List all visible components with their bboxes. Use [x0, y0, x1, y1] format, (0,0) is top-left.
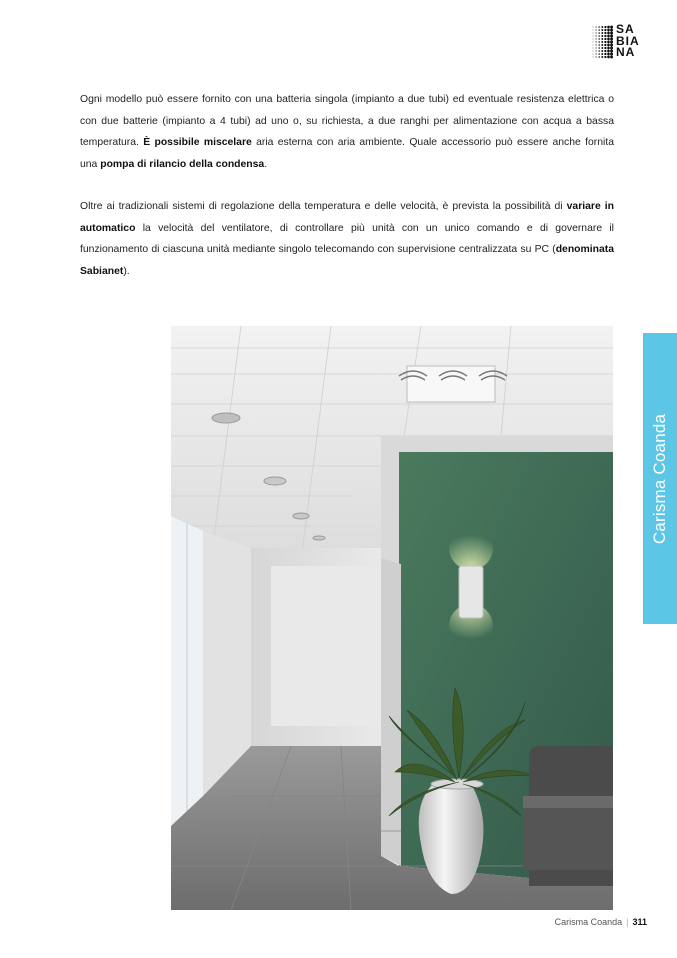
page-number: 311 — [632, 917, 647, 927]
p1-segment-text-2: aria esterna con aria ambiente. Quale accessorio può essere anche fornita una — [80, 137, 615, 170]
side-tab-label: Carisma Coanda — [650, 413, 669, 544]
footer-section-name: Carisma Coanda — [554, 917, 623, 927]
interior-photo — [171, 326, 613, 910]
logo-line-3: NA — [616, 45, 636, 59]
logo-line-1: SA — [616, 22, 635, 36]
p2-segment-bold-3: denominata Sabianet — [80, 244, 614, 277]
section-side-tab — [643, 333, 677, 624]
paragraph-batteries — [80, 89, 614, 175]
p2-segment-bold-1: variare in automatico — [80, 201, 614, 234]
p1-segment-text-0: Ogni modello può essere fornito con una batteria singola (impianto a due tubi) ed eventuale resistenza elettrica o con due batterie (impianto a 4 tubi) ad uno o, su richiesta, a due ranghi per alimentazione con acqua a bassa temperatura. — [80, 94, 614, 148]
page-footer — [555, 917, 647, 927]
logo-dot-grid-icon — [591, 25, 613, 59]
p2-segment-text-2: la velocità del ventilatore, di controllare più unità con un unico comando e di governare il funzionamento di ciascuna unità mediante singolo telecomando con supervisione centralizzata su PC ( — [80, 222, 614, 255]
logo-line-2: BIA — [616, 33, 640, 48]
footer-separator: | — [626, 917, 629, 927]
p1-segment-text-4: . — [264, 158, 268, 170]
interior-photo-illustration — [171, 326, 613, 910]
paragraph-regulation — [80, 196, 614, 282]
p1-segment-bold-3: pompa di rilancio della condensa — [100, 158, 265, 170]
p2-segment-text-4: ). — [123, 265, 130, 277]
sabiana-logo — [591, 22, 647, 61]
p2-segment-text-0: Oltre ai tradizionali sistemi di regolazione della temperatura e delle velocità, è prevista la possibilità di — [80, 201, 567, 212]
p1-segment-bold-1: È possibile miscelare — [143, 137, 252, 148]
logo-wordmark — [616, 24, 646, 59]
